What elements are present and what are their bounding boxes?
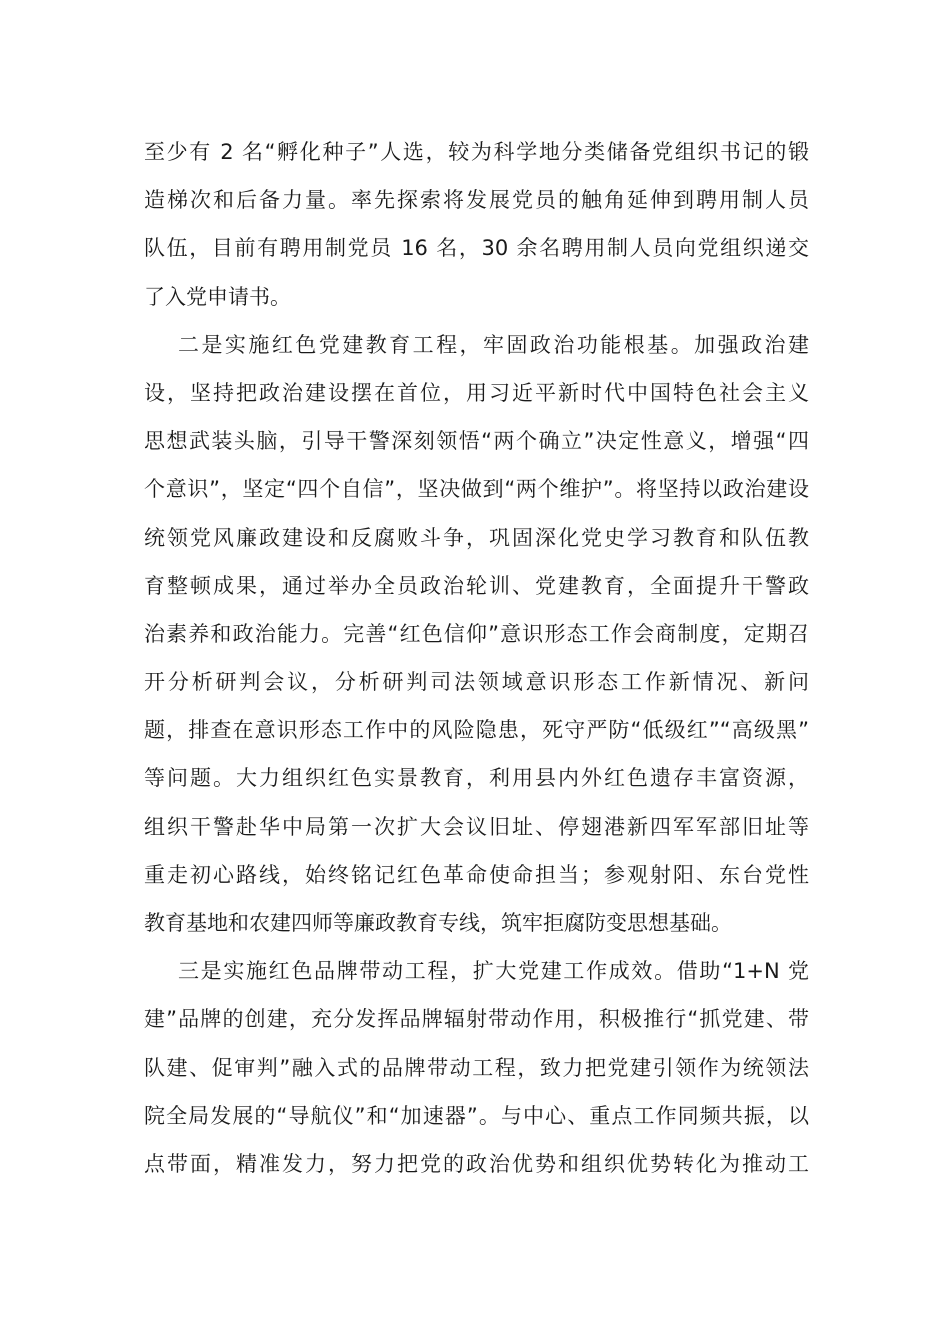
body-line: 队伍，目前有聘用制党员 16 名，30 余名聘用制人员向党组织递交 <box>144 236 809 261</box>
body-line: 统领党风廉政建设和反腐败斗争，巩固深化党史学习教育和队伍教 <box>144 525 809 550</box>
body-line: 点带面，精准发力，努力把党的政治优势和组织优势转化为推动工 <box>144 1151 809 1176</box>
body-line: 设，坚持把政治建设摆在首位，用习近平新时代中国特色社会主义 <box>144 380 809 405</box>
body-line: 开分析研判会议，分析研判司法领域意识形态工作新情况、新问 <box>144 670 809 695</box>
document-body <box>144 128 809 1188</box>
body-line: 建”品牌的创建，充分发挥品牌辐射带动作用，积极推行“抓党建、带 <box>144 1007 809 1032</box>
body-line: 院全局发展的“导航仪”和“加速器”。与中心、重点工作同频共振，以 <box>144 1103 809 1128</box>
paragraph-start-line: 三是实施红色品牌带动工程，扩大党建工作成效。借助“1+N 党 <box>178 959 809 984</box>
body-line: 育整顿成果，通过举办全员政治轮训、党建教育，全面提升干警政 <box>144 573 809 598</box>
body-line: 思想武装头脑，引导干警深刻领悟“两个确立”决定性意义，增强“四 <box>144 429 809 454</box>
body-line: 等问题。大力组织红色实景教育，利用县内外红色遗存丰富资源， <box>144 766 809 791</box>
body-line: 造梯次和后备力量。率先探索将发展党员的触角延伸到聘用制人员 <box>144 188 809 213</box>
paragraph-start-line: 二是实施红色党建教育工程，牢固政治功能根基。加强政治建 <box>178 332 809 357</box>
body-line: 治素养和政治能力。完善“红色信仰”意识形态工作会商制度，定期召 <box>144 621 809 646</box>
body-line: 队建、促审判”融入式的品牌带动工程，致力把党建引领作为统领法 <box>144 1055 809 1080</box>
body-line: 组织干警赴华中局第一次扩大会议旧址、停翅港新四军军部旧址等 <box>144 814 809 839</box>
body-line: 了入党申请书。 <box>144 284 291 309</box>
body-line: 教育基地和农建四师等廉政教育专线，筑牢拒腐防变思想基础。 <box>144 911 732 935</box>
body-line: 个意识”，坚定“四个自信”，坚决做到“两个维护”。将坚持以政治建设 <box>144 477 809 502</box>
body-line: 重走初心路线，始终铭记红色革命使命担当；参观射阳、东台党性 <box>144 862 809 887</box>
body-line: 题，排查在意识形态工作中的风险隐患，死守严防“低级红”“高级黑” <box>144 718 809 743</box>
body-line: 至少有 2 名“孵化种子”人选，较为科学地分类储备党组织书记的锻 <box>144 140 809 164</box>
